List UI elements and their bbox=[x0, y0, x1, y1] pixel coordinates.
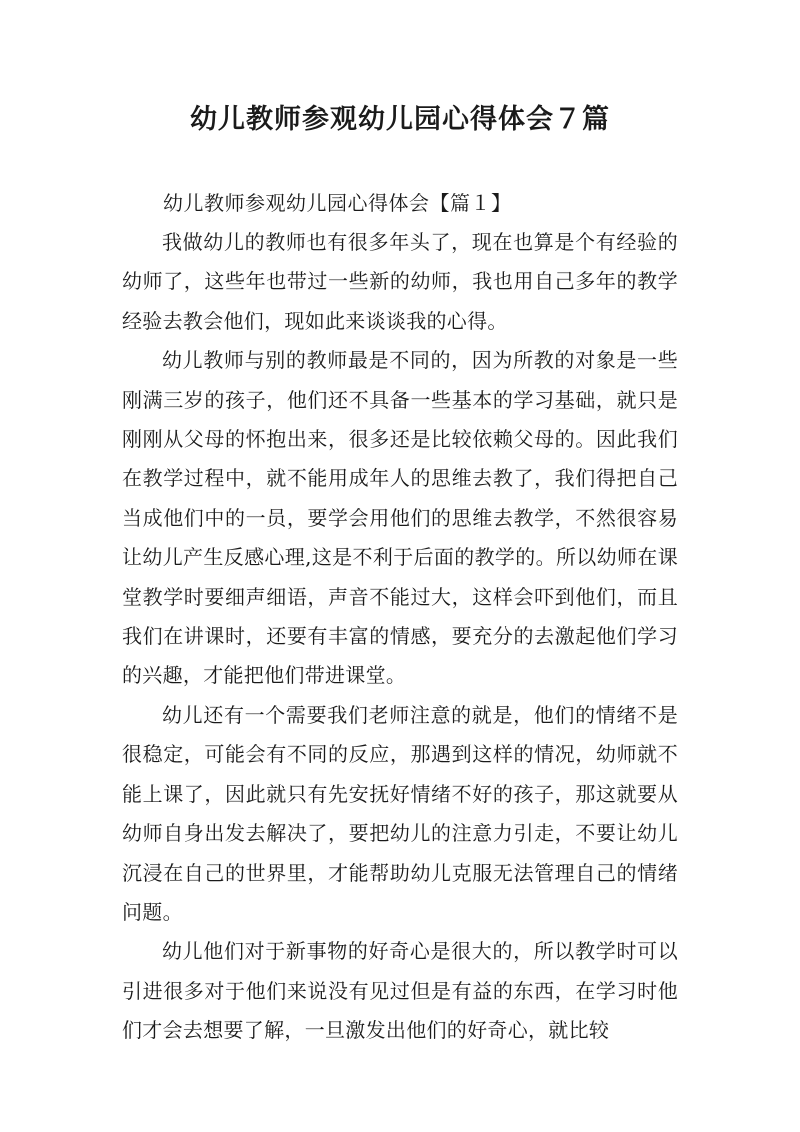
section-heading: 幼儿教师参观幼儿园心得体会【篇１】 bbox=[163, 191, 512, 215]
paragraph-3: 幼儿还有一个需要我们老师注意的就是，他们的情绪不是很稳定，可能会有不同的反应，那遇到这样的情况，幼师就不能上课了，因此就只有先安抚好情绪不好的孩子，那这就要从幼师自身出发去解决了，要把幼儿的注意力引走，不要让幼儿沉浸在自己的世界里，才能帮助幼儿克服无法管理自己的情绪问题。 bbox=[122, 702, 678, 924]
paragraph-4: 幼儿他们对于新事物的好奇心是很大的，所以教学时可以引进很多对于他们来说没有见过但是有益的东西，在学习时他们才会去想要了解，一旦激发出他们的好奇心，就比较 bbox=[122, 939, 678, 1043]
paragraph-1: 我做幼儿的教师也有很多年头了，现在也算是个有经验的幼师了，这些年也带过一些新的幼师，我也用自己多年的教学经验去教会他们，现如此来谈谈我的心得。 bbox=[122, 230, 678, 333]
document-title: 幼儿教师参观幼儿园心得体会７篇 bbox=[190, 104, 610, 135]
document-body bbox=[122, 223, 678, 1051]
paragraph-2: 幼儿教师与别的教师最是不同的，因为所教的对象是一些刚满三岁的孩子，他们还不具备一些基本的学习基础，就只是刚刚从父母的怀抱出来，很多还是比较依赖父母的。因此我们在教学过程中，就不能用成年人的思维去教了，我们得把自己当成他们中的一员，要学会用他们的思维去教学，不然很容易让幼儿产生反感心理,这是不利于后面的教学的。所以幼师在课堂教学时要细声细语，声音不能过大，这样会吓到他们，而且我们在讲课时，还要有丰富的情感，要充分的去激起他们学习的兴趣，才能把他们带进课堂。 bbox=[122, 348, 678, 688]
